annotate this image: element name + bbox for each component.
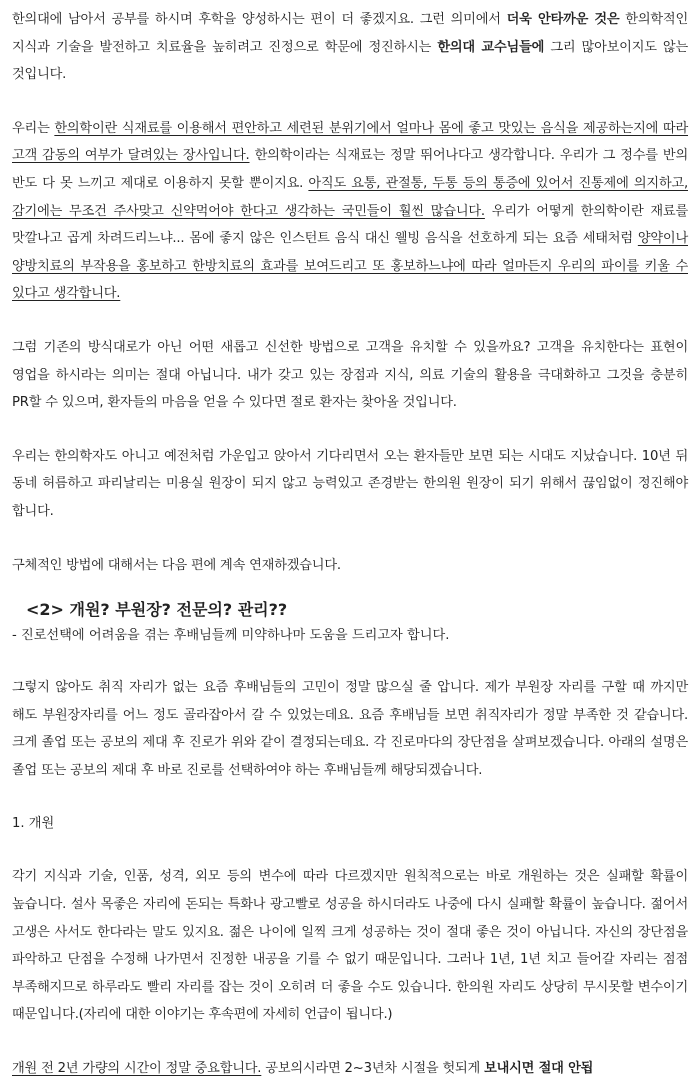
p2-underlined-c: 양약이나 양방치료의 부작용을 홍보하고 한방치료의 효과를 보여드리고 또 홍보하느냐에 따라 얼마든지 우리의 파이를 키울 수 있다고 생각합니다.	[12, 231, 688, 302]
p1-text-a: 한의대에 남아서 공부를 하시며 후학을 양성하시는 편이 더 좋겠지요. 그런 의미에서	[12, 12, 507, 27]
section-heading: <2> 개원? 부원장? 전문의? 관리??	[26, 600, 288, 620]
spacer	[12, 526, 688, 552]
p8-text-a: 공보의시라면 2~3년차 시절을 헛되게	[261, 1061, 485, 1077]
p1-text-c: 그리 많아보이지도 않는 것입니다.	[12, 39, 688, 83]
paragraph-5: 구체적인 방법에 대해서는 다음 편에 계속 연재하겠습니다.	[12, 557, 341, 573]
p2-underlined-a: 한의학이란 식재료를 이용해서 편안하고 세련된 분위기에서 얼마나 몸에 좋고 맛있는 음식을 제공하는지에 따라 고객 감동의 여부가 달려있는 장사입니다.	[12, 120, 689, 164]
p1-bold-b: 한의대 교수님들에	[437, 39, 545, 55]
paragraph-4: 우리는 한의학자도 아니고 예전처럼 가운입고 앉아서 기다리면서 오는 환자들만 보면 되는 시대도 지났습니다. 10년 뒤 동네 허름하고 파리날리는 미용실 원장이 되지 않고 능력있고 존경받는 한의원 원장이 되기 위해서 끊임없이 정진해야 합니다.	[12, 448, 688, 519]
p2-text-b: 한의학이라는 식재료는 정말 뛰어나다고 생각합니다. 우리가 그 정수를 반의 반도 다 못 느끼고 제대로 이용하지 못할 뿐이지요.	[12, 148, 688, 191]
p8-underlined-a: 개원 전 2년 가량의 시간이 정말 중요합니다.	[12, 1061, 262, 1077]
p1-text-b: 한의학적인 지식과 기술을 발전하고 치료율을 높히려고 진정으로 학문에 정진하시는	[12, 12, 688, 55]
p1-bold-a: 더욱 안타까운 것은	[506, 12, 620, 27]
paragraph-8	[12, 1055, 688, 1083]
p8-bold-a: 보내시면 절대 안됩	[484, 1061, 594, 1077]
section-subtitle: - 진로선택에 어려움을 겪는 후배님들께 미약하나마 도움을 드리고자 합니다.	[12, 628, 450, 644]
paragraph-6: 그렇지 않아도 취직 자리가 없는 요즘 후배님들의 고민이 정말 많으실 줄 압니다. 제가 부원장 자리를 구할 때 까지만 해도 부원장자리를 어느 정도 골라잡아서 갈 수 있었는데요. 요즘 후배님들 보면 취직자리가 정말 부족한 것 같습니다. 크게 졸업 또는 공보의 제대 후 진로가 위와 같이 결정되는데요. 각 진로마다의 장단점을 살펴보겠습니다. 아래의 설명은 졸업 또는 공보의 제대 후 바로 진로를 선택하여야 하는 후배님들께 해당되겠습니다.	[12, 680, 688, 778]
spacer	[12, 648, 688, 674]
spacer	[12, 837, 688, 863]
paragraph-1	[12, 6, 688, 89]
spacer	[12, 89, 688, 115]
paragraph-3: 그럼 기존의 방식대로가 아닌 어떤 새롭고 신선한 방법으로 고객을 유치할 수 있을까요? 고객을 유치한다는 표현이 영업을 하시라는 의미는 절대 아닙니다. 내가 갖고 있는 장점과 지식, 의료 기술의 활용을 극대화하고 그것을 충분히 PR할 수 있으며, 환자들의 마음을 얻을 수 있다면 절로 환자는 찾아올 것입니다.	[12, 339, 688, 411]
spacer	[12, 784, 688, 810]
subsection-title: 1. 개원	[12, 816, 55, 832]
p2-text-c: 우리가 어떻게 한의학이란 재료를 맛깔나고 곱게 차려드리느냐... 몸에 좋지 않은 인스턴트 음식 대신 웰빙 음식을 선호하게 되는 요즘 세태처럼	[12, 203, 689, 247]
spacer	[12, 308, 688, 334]
paragraph-7: 각기 지식과 기술, 인품, 성격, 외모 등의 변수에 따라 다르겠지만 원칙적으로는 바로 개원하는 것은 실패할 확률이 높습니다. 설사 목좋은 자리에 돈되는 특화나 광고빨로 성공을 하시더라도 나중에 다시 실패할 확률이 높습니다. 젊어서 고생은 사서도 한다라는 말도 있지요. 젊은 나이에 일찍 크게 성공하는 것이 절대 좋은 것이 아닙니다. 자신의 장단점을 파악하고 단점을 수정해 나가면서 진정한 내공을 기를 수 없기 때문입니다. 그러나 1년, 1년 치고 들어갈 자리는 점점 부족해지므로 하루라도 빨리 자리를 잡는 것이 오히려 더 좋을 수도 있습니다. 한의원 자리도 상당히 무시못할 변수이기 때문입니다.(자리에 대한 이야기는 후속편에 자세히 언급이 됩니다.)	[12, 869, 688, 1023]
paragraph-2	[12, 115, 688, 308]
spacer	[12, 1029, 688, 1055]
spacer	[12, 417, 688, 443]
p2-underlined-b: 아직도 요통, 관절통, 두통 등의 통증에 있어서 진통제에 의지하고, 감기에는 무조건 주사맞고 신약먹어야 한다고 생각하는 국민들이 훨씬 많습니다.	[12, 175, 688, 219]
document-page	[12, 6, 688, 1083]
spacer	[12, 579, 688, 597]
p2-text-a: 우리는	[12, 120, 55, 136]
